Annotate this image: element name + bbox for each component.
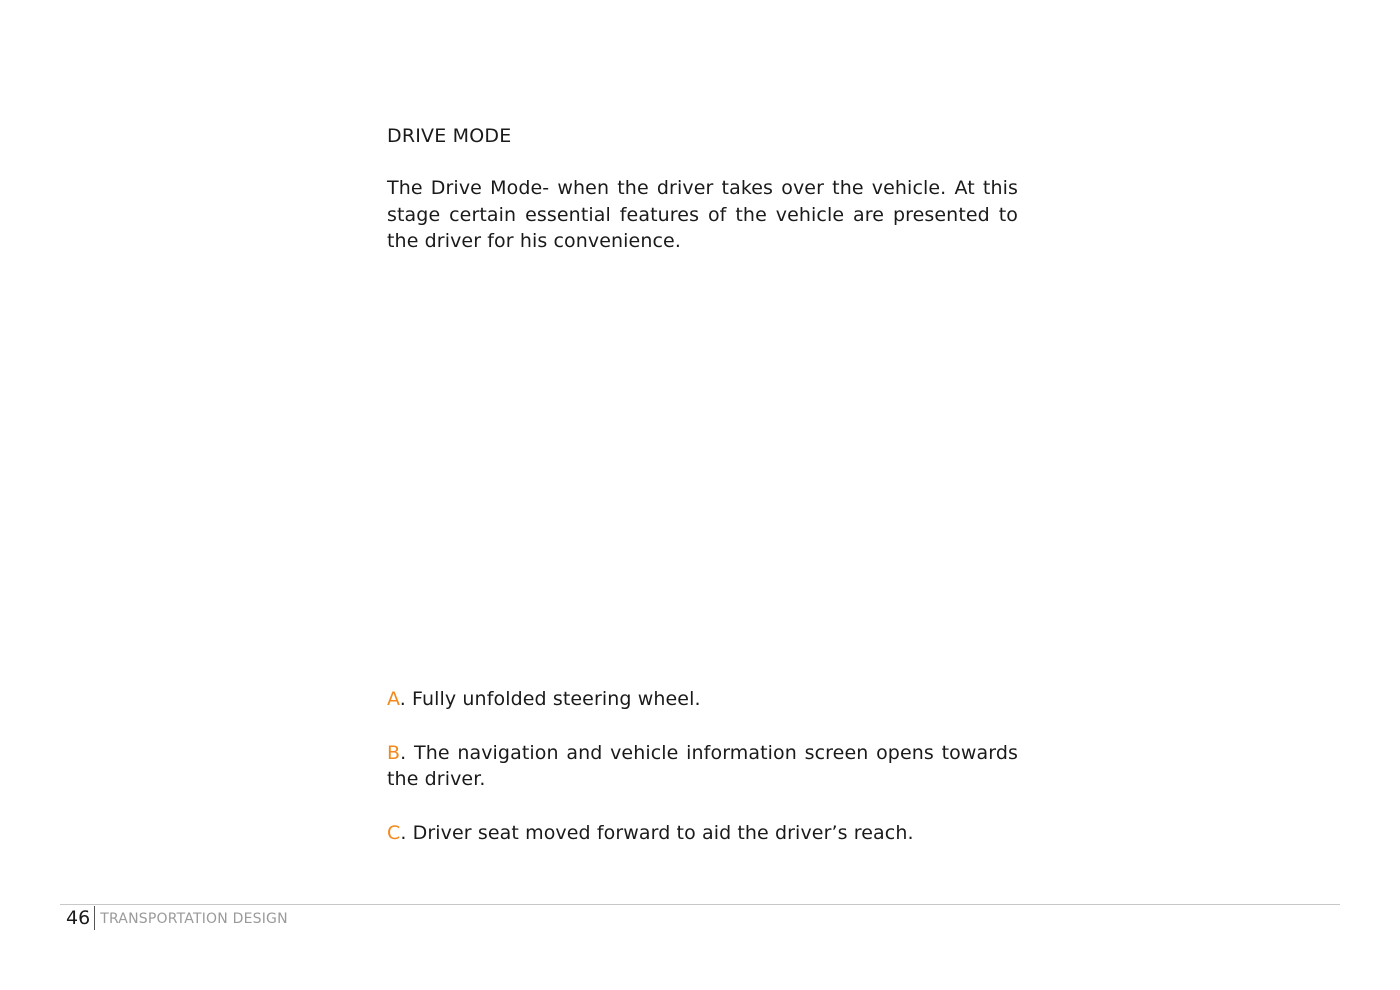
point-text-a: . Fully unfolded steering wheel. [399,688,701,710]
point-letter-a: A [387,688,400,710]
point-letter-c: C [387,821,401,844]
page-number: 46 [66,907,91,929]
footer-divider [60,904,1340,905]
list-item [387,740,1018,793]
intro-paragraph: The Drive Mode- when the driver takes over the vehicle. At this stage certain essential features of the vehicle are presented to the driver for his convenience. [387,177,1018,252]
point-text-c: . Driver seat moved forward to aid the driver’s reach. [400,821,914,844]
list-item [387,820,1018,847]
footer-separator [94,906,95,930]
point-letter-b: B [387,741,401,764]
point-text-b: . The navigation and vehicle information screen opens towards the driver. [387,741,1018,790]
footer-section-title: TRANSPORTATION DESIGN [100,911,288,927]
feature-list [387,686,1018,873]
list-item [387,686,1018,713]
page-footer [66,906,288,930]
section-heading: DRIVE MODE [387,125,512,147]
